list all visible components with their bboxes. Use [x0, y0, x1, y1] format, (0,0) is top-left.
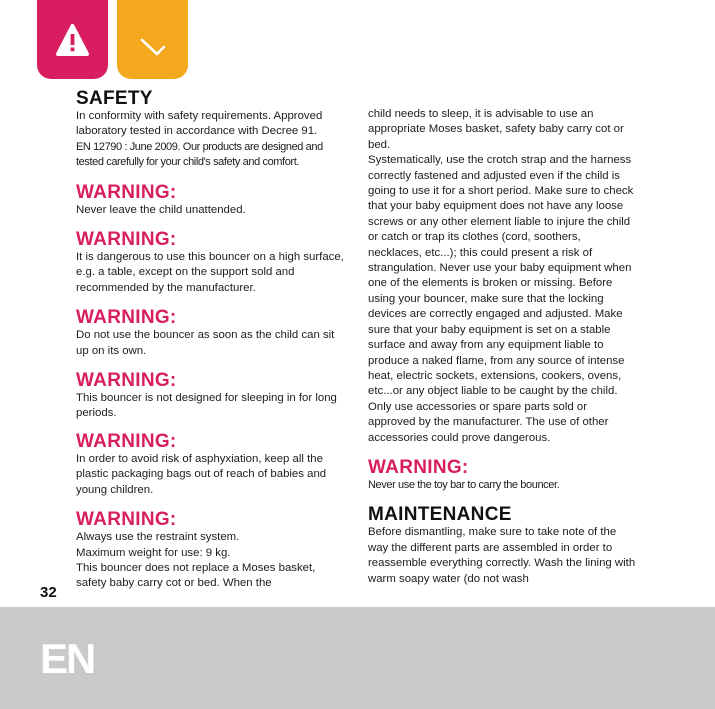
warning-tab — [37, 0, 108, 79]
warning-text: Never leave the child unattended. — [76, 203, 246, 216]
warning-label: WARNING: — [76, 370, 177, 392]
warning-label: WARNING: — [368, 456, 469, 478]
language-label: EN — [40, 635, 95, 682]
screwdriver-icon — [117, 0, 188, 79]
right-column — [368, 88, 636, 587]
warning-text: Do not use the bouncer as soon as the child can sit up on its own. — [76, 329, 335, 357]
maintenance-tab — [117, 0, 188, 79]
body-paragraph: Systematically, use the crotch strap and the harness correctly fastened and adjusted even if the child is going to use it for a short period. Make sure to check that your baby equipment does not have any loose screws or any other element liable to injure the child or catch or trap its clothes (cord, soothers, necklaces, etc...); this could present a risk of strangulation. Never use your baby equipment when one of the elements is broken or missing. Before using your bouncer, make sure that the locking devices are correctly engaged and adjusted. Make sure that your baby equipment is set on a stable surface and away from any equipment liable to produce a naked flame, from any source of intense heat, electric sockets, extensions, cookers, ovens, etc...or any object liable to be caught by the child. Only use accessories or spare parts sold or approved by the manufacturer. The use of other accessories could prove dangerous. — [368, 154, 634, 444]
warning-label: WARNING: — [76, 509, 177, 531]
left-column — [76, 88, 348, 592]
maintenance-heading: MAINTENANCE — [368, 504, 512, 526]
page-number: 32 — [40, 584, 57, 601]
warning-text: It is dangerous to use this bouncer on a high surface, e.g. a table, except on the support sold and recommended by the manufacturer. — [76, 251, 344, 294]
warning-text: Maximum weight for use: 9 kg. — [76, 546, 231, 559]
warning-label: WARNING: — [76, 430, 177, 452]
safety-intro-1: In conformity with safety requirements. Approved laboratory tested in accordance with Decree 91. — [76, 110, 323, 138]
warning-text: Always use the restraint system. — [76, 531, 240, 544]
footer-band — [0, 607, 715, 709]
warning-text: In order to avoid risk of asphyxiation, keep all the plastic packaging bags out of reach of babies and young children. — [76, 452, 327, 496]
warning-text: Never use the toy bar to carry the bouncer. — [368, 478, 560, 491]
warning-label: WARNING: — [76, 181, 177, 203]
warning-label: WARNING: — [76, 307, 177, 329]
body-paragraph: child needs to sleep, it is advisable to use an appropriate Moses basket, safety baby carry cot or bed. — [368, 108, 624, 151]
warning-text: This bouncer is not designed for sleeping in for long periods. — [76, 392, 337, 420]
warning-label: WARNING: — [76, 229, 177, 251]
warning-text: This bouncer does not replace a Moses basket, safety baby carry cot or bed. When the — [76, 561, 316, 590]
safety-intro-2: EN 12790 : June 2009. Our products are designed and tested carefully for your child's safety and comfort. — [76, 140, 323, 169]
safety-heading: SAFETY — [76, 88, 153, 109]
warning-triangle-icon — [37, 0, 108, 79]
maintenance-text: Before dismantling, make sure to take note of the way the different parts are assembled in order to reassemble everything correctly. Wash the lining with warm soapy water (do not wash — [368, 526, 636, 585]
